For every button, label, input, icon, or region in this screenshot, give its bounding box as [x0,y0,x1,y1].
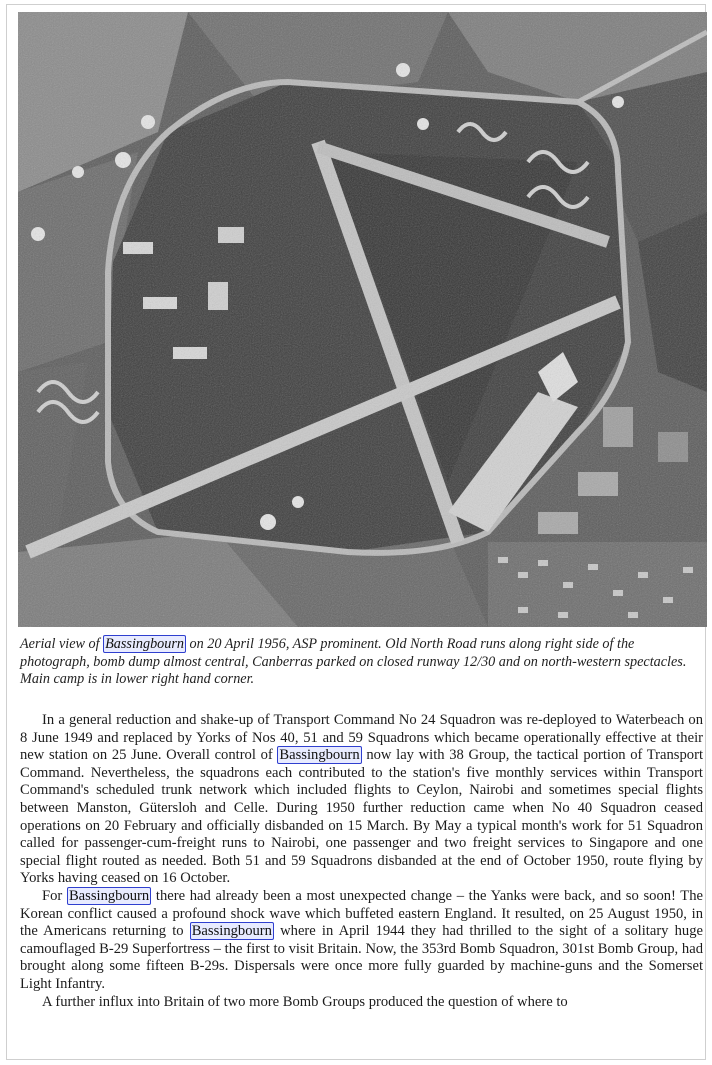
highlight-bassingbourn: Bassingbourn [279,747,360,764]
p2-text-a: For [42,887,67,904]
p1-text-b: now lay with 38 Group, the tactical portion of Transport Command. Nevertheless, the squadrons each contributed to the station's five monthly services within Transport Command's scheduled trunk network which included flights to Ceylon, Nairobi and sometimes special flights between Manston, Gütersloh and Celle. During 1950 further reduction came when No 40 Squadron ceased operations on 20 February and officially disbanded on 15 March. By May a typical month's work for 51 Squadron called for passenger-cum-freight runs to Nairobi, one passenger and two freight services to Singapore and one special flight routed as needed. Both 51 and 59 Squadrons disbanded at the end of October 1950, route flying by Yorks having ceased on 16 October. [20,747,703,887]
p2-text-c: where in April 1944 they had thrilled to the sight of a solitary huge camouflaged B-29 Superfortress – the first to visit Britain. Now, the 353rd Bomb Squadron, 301st Bomb Group, had brought along some fifteen B-29s. Dispersals were once more fully guarded by machine-guns and the Somerset Light Infantry. [20,923,703,992]
aerial-photograph [18,12,707,627]
caption-text-pre: Aerial view of [20,636,104,652]
paragraph-3: A further influx into Britain of two more Bomb Groups produced the question of where to [42,993,568,1010]
highlight-bassingbourn: Bassingbourn [191,923,272,940]
p1-text-a: In a general reduction and shake-up of Transport Command No 24 Squadron was re-deployed to Waterbeach on 8 June 1949 and replaced by Yorks of Nos 40, 51 and 59 Squadrons which became operationally effective at their new station on 25 June. Overall control of [20,712,703,764]
highlight-bassingbourn: Bassingbourn [105,636,184,652]
p2-text-b: there had already been a most unexpected change – the Yanks were back, and so soon! The Korean conflict caused a profound shock wave which buffeted eastern England. It resulted, on 25 August 1950, in the Americans returning to [20,887,703,940]
highlight-bassingbourn: Bassingbourn [68,887,150,904]
paragraph-2 [20,888,703,994]
aerial-photo-illustration [18,12,707,627]
paragraph-1 [20,712,703,888]
photo-caption [20,636,703,689]
caption-text-post: on 20 April 1956, ASP prominent. Old North Road runs along right side of the photograph, bomb dump almost central, Canberras parked on closed runway 12/30 and on north-western spectacles. Main camp is in lower right hand corner. [20,636,687,687]
body-text [20,712,703,1011]
